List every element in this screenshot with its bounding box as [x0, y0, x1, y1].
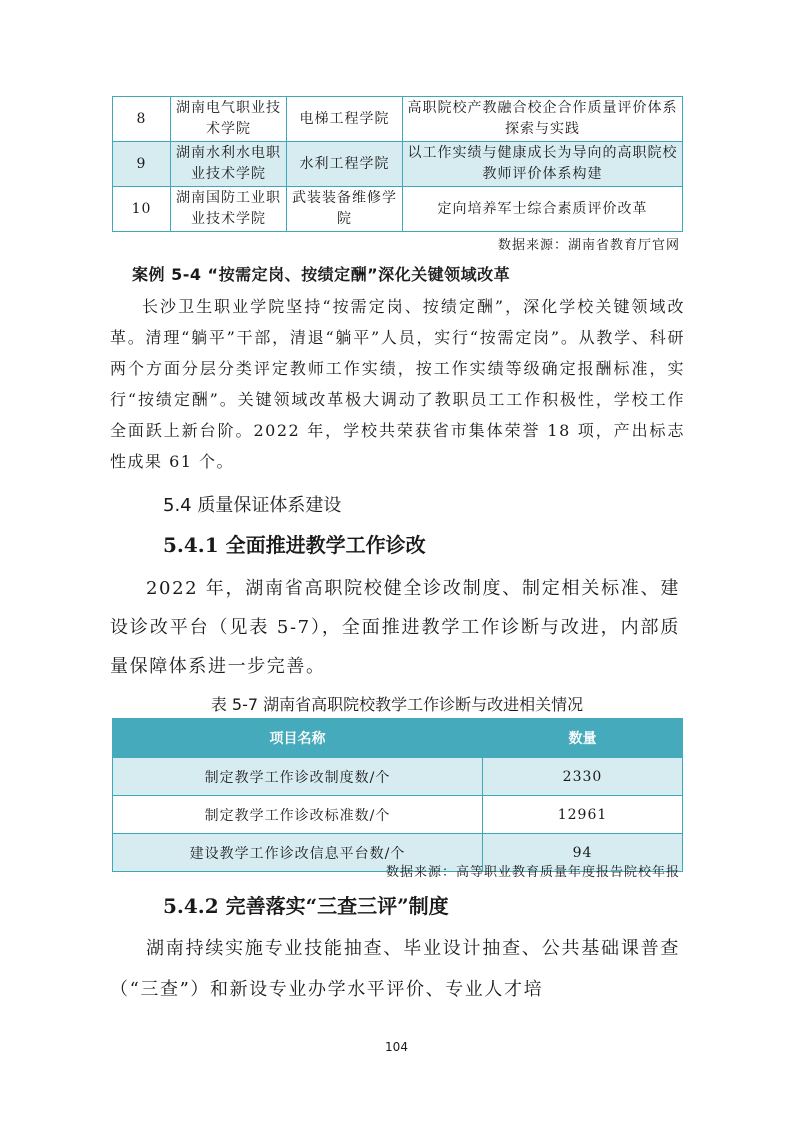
section-5-4-2-body — [110, 928, 680, 1010]
project-topic: 高职院校产教融合校企合作质量评价体系探索与实践 — [403, 97, 683, 142]
item-name: 制定教学工作诊改制度数/个 — [113, 758, 483, 796]
table-diagnosis-stats — [112, 718, 683, 872]
body-paragraph: 2022 年，湖南省高职院校健全诊改制度、制定相关标准、建设诊改平台（见表 5-7），全面推进教学工作诊断与改进，内部质量保障体系进一步完善。 — [110, 578, 680, 677]
item-count: 94 — [483, 834, 683, 872]
table-header-row — [113, 719, 683, 758]
row-number: 8 — [113, 97, 171, 142]
section-heading-5-4: 5.4 质量保证体系建设 — [163, 495, 342, 516]
body-paragraph: 湖南持续实施专业技能抽查、毕业设计抽查、公共基础课普查（“三查”）和新设专业办学水平评价、专业人才培 — [110, 938, 680, 1000]
table-row — [113, 758, 683, 796]
table-row — [113, 142, 683, 187]
case-body — [110, 291, 685, 477]
college-name: 电梯工程学院 — [287, 97, 403, 142]
college-name: 水利工程学院 — [287, 142, 403, 187]
table-row — [113, 796, 683, 834]
case-title: 案例 5-4 “按需定岗、按绩定酬”深化关键领域改革 — [132, 265, 511, 284]
section-5-4-1-body — [110, 569, 680, 686]
school-name: 湖南水利水电职业技术学院 — [171, 142, 287, 187]
page-number: 104 — [385, 1040, 408, 1054]
school-name: 湖南电气职业技术学院 — [171, 97, 287, 142]
case-paragraph: 长沙卫生职业学院坚持“按需定岗、按绩定酬”，深化学校关键领域改革。清理“躺平”干部，清退“躺平”人员，实行“按需定岗”。从教学、科研两个方面分层分类评定教师工作实绩，按工作实绩等级确定报酬标准，实行“按绩定酬”。关键领域改革极大调动了教职员工工作积极性，学校工作全面跃上新台阶。2022 年，学校共荣获省市集体荣誉 18 项，产出标志性成果 61 个。 — [110, 297, 685, 471]
item-count: 12961 — [483, 796, 683, 834]
column-header-name: 项目名称 — [113, 719, 483, 758]
school-name: 湖南国防工业职业技术学院 — [171, 187, 287, 232]
project-topic: 以工作实绩与健康成长为导向的高职院校教师评价体系构建 — [403, 142, 683, 187]
item-name: 建设教学工作诊改信息平台数/个 — [113, 834, 483, 872]
section-heading-5-4-1: 5.4.1 全面推进教学工作诊改 — [163, 533, 426, 557]
table-row — [113, 187, 683, 232]
table-caption: 表 5-7 湖南省高职院校教学工作诊断与改进相关情况 — [210, 695, 584, 714]
item-count: 2330 — [483, 758, 683, 796]
table-school-cases — [112, 96, 683, 232]
table-row — [113, 97, 683, 142]
section-heading-5-4-2: 5.4.2 完善落实“三查三评”制度 — [163, 894, 449, 918]
table1-source-note: 数据来源：湖南省教育厅官网 — [497, 238, 680, 253]
item-name: 制定教学工作诊改标准数/个 — [113, 796, 483, 834]
college-name: 武装装备维修学院 — [287, 187, 403, 232]
column-header-count: 数量 — [483, 719, 683, 758]
row-number: 10 — [113, 187, 171, 232]
row-number: 9 — [113, 142, 171, 187]
project-topic: 定向培养军士综合素质评价改革 — [403, 187, 683, 232]
table2-source-note: 数据来源：高等职业教育质量年度报告院校年报 — [385, 865, 680, 880]
